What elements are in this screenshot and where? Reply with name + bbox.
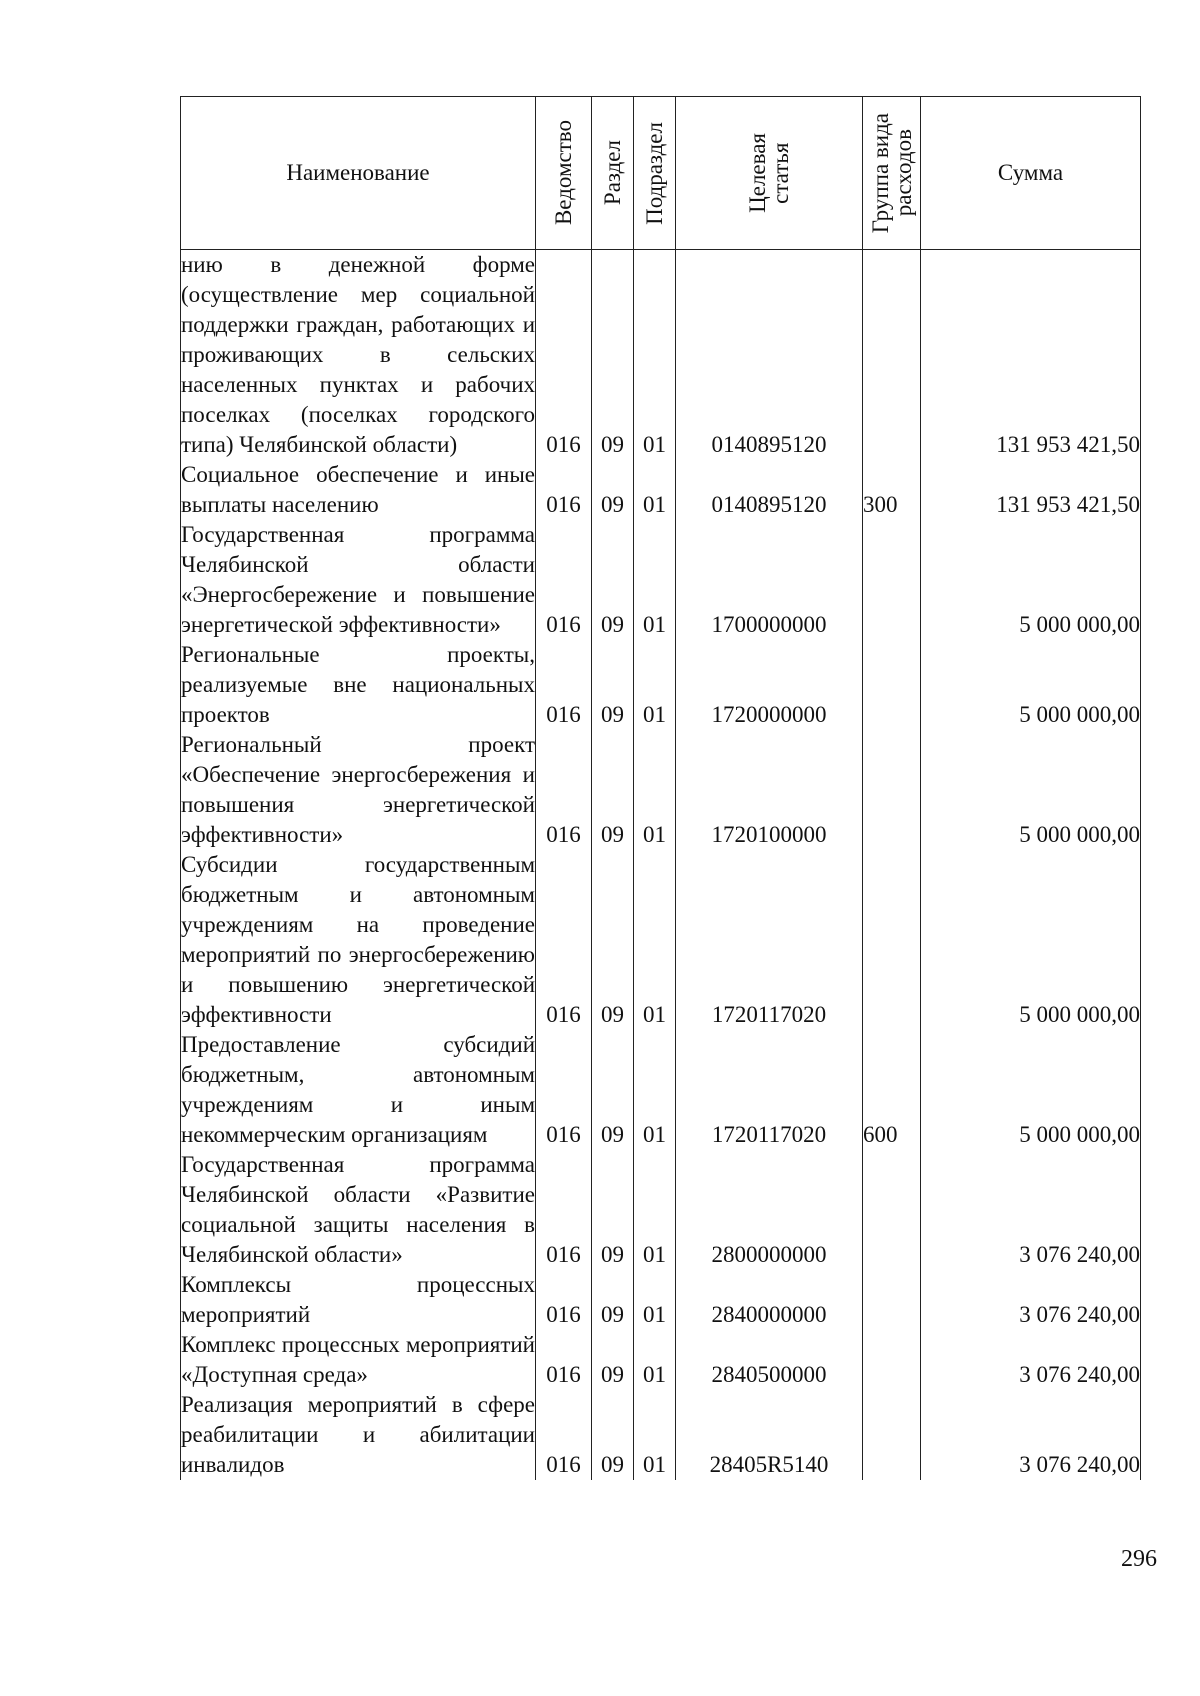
row-podrazdel: 01 (634, 520, 676, 640)
row-summa: 5 000 000,00 (921, 850, 1141, 1030)
row-podrazdel: 01 (634, 1330, 676, 1390)
row-summa: 5 000 000,00 (921, 640, 1141, 730)
row-summa: 131 953 421,50 (921, 250, 1141, 461)
header-celevaya-statya: Целевая статья (676, 97, 863, 250)
table-row (181, 1330, 1141, 1390)
budget-table (180, 96, 1141, 1480)
row-vid-rashodov (863, 730, 921, 850)
row-summa: 3 076 240,00 (921, 1270, 1141, 1330)
row-name: Региональные проекты, реализуемые вне национальных проектов (181, 640, 536, 730)
row-name: Комплексы процессных мероприятий (181, 1270, 536, 1330)
row-vid-rashodov (863, 1150, 921, 1270)
row-celevaya-statya: 2800000000 (676, 1150, 863, 1270)
table-row (181, 460, 1141, 520)
row-celevaya-statya: 1720117020 (676, 1030, 863, 1150)
table-header-row (181, 97, 1141, 250)
row-podrazdel: 01 (634, 640, 676, 730)
row-celevaya-statya: 2840500000 (676, 1330, 863, 1390)
row-razdel: 09 (592, 640, 634, 730)
row-vedomstvo: 016 (536, 1390, 592, 1480)
row-vid-rashodov (863, 520, 921, 640)
row-razdel: 09 (592, 250, 634, 461)
row-vid-rashodov (863, 250, 921, 461)
row-vedomstvo: 016 (536, 520, 592, 640)
row-vid-rashodov: 600 (863, 1030, 921, 1150)
row-name: Реализация мероприятий в сфере реабилитации и абилитации инвалидов (181, 1390, 536, 1480)
row-vedomstvo: 016 (536, 640, 592, 730)
table-row (181, 850, 1141, 1030)
row-summa: 3 076 240,00 (921, 1390, 1141, 1480)
row-podrazdel: 01 (634, 1030, 676, 1150)
table-row (181, 1270, 1141, 1330)
header-vedomstvo: Ведомство (536, 97, 592, 250)
row-name: нию в денежной форме (осуществление мер социальной поддержки граждан, работающих и проживающих в сельских населенных пунктах и рабочих поселках (поселках городского типа) Челябинской области) (181, 250, 536, 461)
row-name: Субсидии государственным бюджетным и автономным учреждениям на проведение мероприятий по энергосбережению и повышению энергетической эффективности (181, 850, 536, 1030)
row-razdel: 09 (592, 1390, 634, 1480)
row-vedomstvo: 016 (536, 1030, 592, 1150)
row-name: Государственная программа Челябинской области «Энергосбережение и повышение энергетической эффективности» (181, 520, 536, 640)
row-celevaya-statya: 0140895120 (676, 250, 863, 461)
table-row (181, 1030, 1141, 1150)
row-celevaya-statya: 1720100000 (676, 730, 863, 850)
row-summa: 131 953 421,50 (921, 460, 1141, 520)
row-name: Региональный проект «Обеспечение энергосбережения и повышения энергетической эффективности» (181, 730, 536, 850)
row-summa: 5 000 000,00 (921, 520, 1141, 640)
header-podrazdel: Подраздел (634, 97, 676, 250)
row-razdel: 09 (592, 850, 634, 1030)
row-celevaya-statya: 1720117020 (676, 850, 863, 1030)
row-podrazdel: 01 (634, 730, 676, 850)
row-vedomstvo: 016 (536, 460, 592, 520)
header-summa: Сумма (921, 97, 1141, 250)
row-vedomstvo: 016 (536, 250, 592, 461)
row-podrazdel: 01 (634, 460, 676, 520)
row-name: Предоставление субсидий бюджетным, автономным учреждениям и иным некоммерческим организациям (181, 1030, 536, 1150)
row-podrazdel: 01 (634, 1150, 676, 1270)
table-row (181, 1150, 1141, 1270)
row-celevaya-statya: 28405R5140 (676, 1390, 863, 1480)
row-vedomstvo: 016 (536, 850, 592, 1030)
row-vedomstvo: 016 (536, 1330, 592, 1390)
row-vid-rashodov (863, 640, 921, 730)
row-podrazdel: 01 (634, 1270, 676, 1330)
row-vid-rashodov (863, 1330, 921, 1390)
row-vid-rashodov (863, 1270, 921, 1330)
row-razdel: 09 (592, 1030, 634, 1150)
row-celevaya-statya: 2840000000 (676, 1270, 863, 1330)
row-podrazdel: 01 (634, 250, 676, 461)
row-name: Социальное обеспечение и иные выплаты населению (181, 460, 536, 520)
table-row (181, 250, 1141, 461)
row-vedomstvo: 016 (536, 1150, 592, 1270)
row-razdel: 09 (592, 460, 634, 520)
row-podrazdel: 01 (634, 850, 676, 1030)
row-summa: 3 076 240,00 (921, 1150, 1141, 1270)
table-row (181, 640, 1141, 730)
row-summa: 5 000 000,00 (921, 730, 1141, 850)
row-celevaya-statya: 0140895120 (676, 460, 863, 520)
page-number: 296 (1121, 1546, 1157, 1572)
row-summa: 3 076 240,00 (921, 1330, 1141, 1390)
table-row (181, 730, 1141, 850)
header-razdel: Раздел (592, 97, 634, 250)
row-razdel: 09 (592, 520, 634, 640)
row-name: Государственная программа Челябинской области «Развитие социальной защиты населения в Челябинской области» (181, 1150, 536, 1270)
row-name: Комплекс процессных мероприятий «Доступная среда» (181, 1330, 536, 1390)
row-razdel: 09 (592, 1330, 634, 1390)
row-podrazdel: 01 (634, 1390, 676, 1480)
row-celevaya-statya: 1700000000 (676, 520, 863, 640)
table-row (181, 520, 1141, 640)
table-row (181, 1390, 1141, 1480)
row-vid-rashodov (863, 850, 921, 1030)
row-vid-rashodov (863, 1390, 921, 1480)
row-vid-rashodov: 300 (863, 460, 921, 520)
row-summa: 5 000 000,00 (921, 1030, 1141, 1150)
header-gruppa-vida-rashodov: Группа вида расходов (863, 97, 921, 250)
row-razdel: 09 (592, 730, 634, 850)
row-celevaya-statya: 1720000000 (676, 640, 863, 730)
header-name: Наименование (181, 97, 536, 250)
row-razdel: 09 (592, 1150, 634, 1270)
row-vedomstvo: 016 (536, 1270, 592, 1330)
row-vedomstvo: 016 (536, 730, 592, 850)
row-razdel: 09 (592, 1270, 634, 1330)
